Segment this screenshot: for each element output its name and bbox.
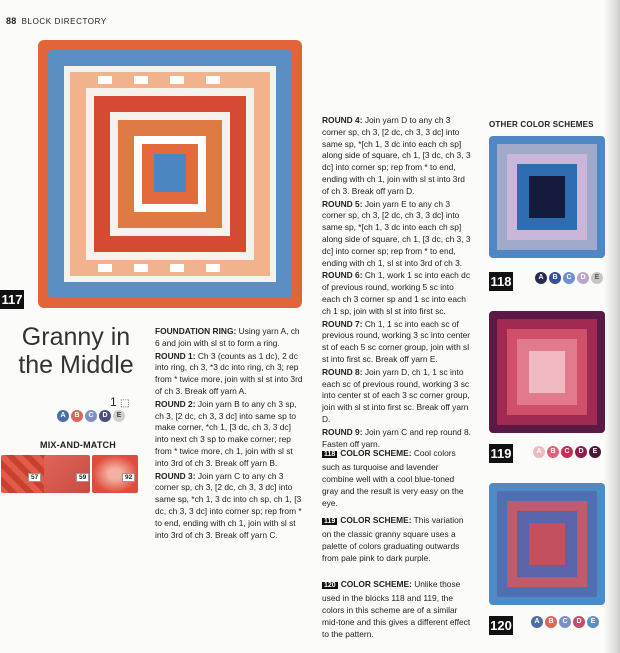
- yarn-c-swatch: C: [85, 410, 97, 422]
- mix-thumb-2-label: 59: [76, 473, 89, 482]
- section-title: BLOCK DIRECTORY: [21, 17, 107, 26]
- instruction-step: FOUNDATION RING: Using yarn A, ch 6 and join with sl st to form a ring.: [155, 326, 300, 348]
- difficulty-indicator: [110, 395, 129, 409]
- instruction-step: ROUND 7: Ch 1, 1 sc into each sc of previous round, working 3 sc into center st of each 5 sc corner group, join with sl st into first sc. Break off yarn E.: [322, 318, 471, 364]
- instructions-column-2: [322, 115, 472, 451]
- yarn-d-swatch: D: [99, 410, 111, 422]
- yarn-swatch: A: [535, 272, 547, 284]
- color-scheme-118-yarns: [535, 272, 603, 284]
- block-number-badge: 117: [1, 292, 23, 307]
- yarn-legend: [57, 410, 125, 422]
- color-scheme-120-yarns: [531, 616, 599, 628]
- yarn-swatch: B: [547, 446, 559, 458]
- color-scheme-118-image: [489, 136, 605, 258]
- color-scheme-note-119: 119 COLOR SCHEME: This variation on the classic granny square uses a palette of colors graduating outwards from pale pink to dark purple.: [322, 515, 464, 563]
- yarn-b-swatch: B: [71, 410, 83, 422]
- instruction-step: ROUND 9: Join yarn C and rep round 8. Fasten off yarn.: [322, 426, 471, 449]
- color-scheme-119-image: [489, 311, 605, 433]
- instruction-step: ROUND 5: Join yarn E to any ch 3 corner sp, ch 3, [2 dc, ch 3, 3 dc] into same sp, *[ch 1, 3 dc into each ch sp] along side of square, ch 1, [3 dc, ch 3, 3 dc] into corner sp; rep from * to end, ending with ch 1, sl st into 3rd of ch 3.: [322, 198, 471, 268]
- color-scheme-120-image: [489, 483, 605, 605]
- mix-thumb-3-label: 92: [122, 473, 135, 482]
- yarn-swatch: E: [589, 446, 601, 458]
- yarn-swatch: B: [545, 616, 557, 628]
- difficulty-level: 1: [110, 395, 117, 409]
- other-color-schemes-heading: OTHER COLOR SCHEMES: [489, 120, 594, 129]
- mix-thumb-1-label: 57: [28, 473, 41, 482]
- instruction-step: ROUND 3: Join yarn C to any ch 3 corner sp, ch 3, [2 dc, ch 3, 3 dc] into same sp, *ch 1, 3 dc into ch sp, ch 1, [3 dc, ch 3, 3 dc] into corner sp; rep from * to end, ending with ch 1, join with sl st into 3rd of ch 3. Break off yarn C.: [155, 470, 302, 540]
- yarn-swatch: C: [563, 272, 575, 284]
- instruction-step: ROUND 1: Ch 3 (counts as 1 dc), 2 dc into ring, ch 3, *3 dc into ring, ch 3; rep from * twice more, join with sl st into 3rd of ch 3. Break off yarn A.: [155, 350, 303, 396]
- granny-square-main-image: [38, 40, 302, 308]
- mix-and-match-heading: MIX-AND-MATCH: [40, 440, 116, 450]
- instruction-step: ROUND 2: Join yarn B to any ch 3 sp, ch 3, [2 dc, ch 3, 3 dc] into same sp to make corner, *ch 1, [3 dc, ch 3, 3 dc] into next ch 3 sp to make corner; rep from * twice more, ch 1, join with sl st into 3rd of ch 3. Break off yarn B.: [155, 398, 297, 468]
- color-scheme-118-badge: 118: [490, 274, 512, 289]
- color-scheme-note-120: 120 COLOR SCHEME: Unlike those used in the blocks 118 and 119, the colors in this scheme are of a similar mid-tone and this gives a different effect to the pattern.: [322, 579, 471, 639]
- yarn-swatch: C: [559, 616, 571, 628]
- page-header: [6, 16, 107, 26]
- block-title: Granny in the Middle: [18, 323, 134, 379]
- instruction-step: ROUND 4: Join yarn D to any ch 3 corner sp, ch 3, [2 dc, ch 3, 3 dc] into same sp, *[ch 1, 3 dc into each ch sp] along side of square, ch 1, [3 dc, ch 3, 3 dc] into corner sp; rep from * to end, ending with ch 1, join with sl st into 3rd of ch 3. Break off yarn D.: [322, 115, 471, 196]
- yarn-swatch: D: [573, 616, 585, 628]
- page-number: 88: [6, 16, 17, 26]
- page-gutter: [604, 0, 620, 653]
- color-scheme-119-badge: 119: [490, 446, 512, 461]
- instructions-column-1: [155, 326, 305, 542]
- color-scheme-note-118: 118 COLOR SCHEME: Cool colors such as turquoise and lavender combine well with a cool blue-toned gray and the result is very easy on the eye.: [322, 448, 464, 508]
- yarn-swatch: E: [591, 272, 603, 284]
- color-scheme-119-yarns: [533, 446, 601, 458]
- yarn-swatch: D: [575, 446, 587, 458]
- yarn-swatch: B: [549, 272, 561, 284]
- yarn-swatch: E: [587, 616, 599, 628]
- yarn-a-swatch: A: [57, 410, 69, 422]
- hook-icon: ⬚: [120, 398, 130, 409]
- yarn-swatch: A: [531, 616, 543, 628]
- instruction-step: ROUND 8: Join yarn D, ch 1, 1 sc into each sc of previous round, working 3 sc into center st of each 3 sc corner group, join with sl st into first sc. Break off yarn D.: [322, 366, 470, 424]
- yarn-e-swatch: E: [113, 410, 125, 422]
- instruction-step: ROUND 6: Ch 1, work 1 sc into each dc of previous round, working 5 sc into each ch 3 corner sp and 1 sc into each ch 1 sp, join with sl st into first sc.: [322, 270, 471, 316]
- yarn-swatch: D: [577, 272, 589, 284]
- color-scheme-120-badge: 120: [490, 618, 512, 633]
- yarn-swatch: A: [533, 446, 545, 458]
- yarn-swatch: C: [561, 446, 573, 458]
